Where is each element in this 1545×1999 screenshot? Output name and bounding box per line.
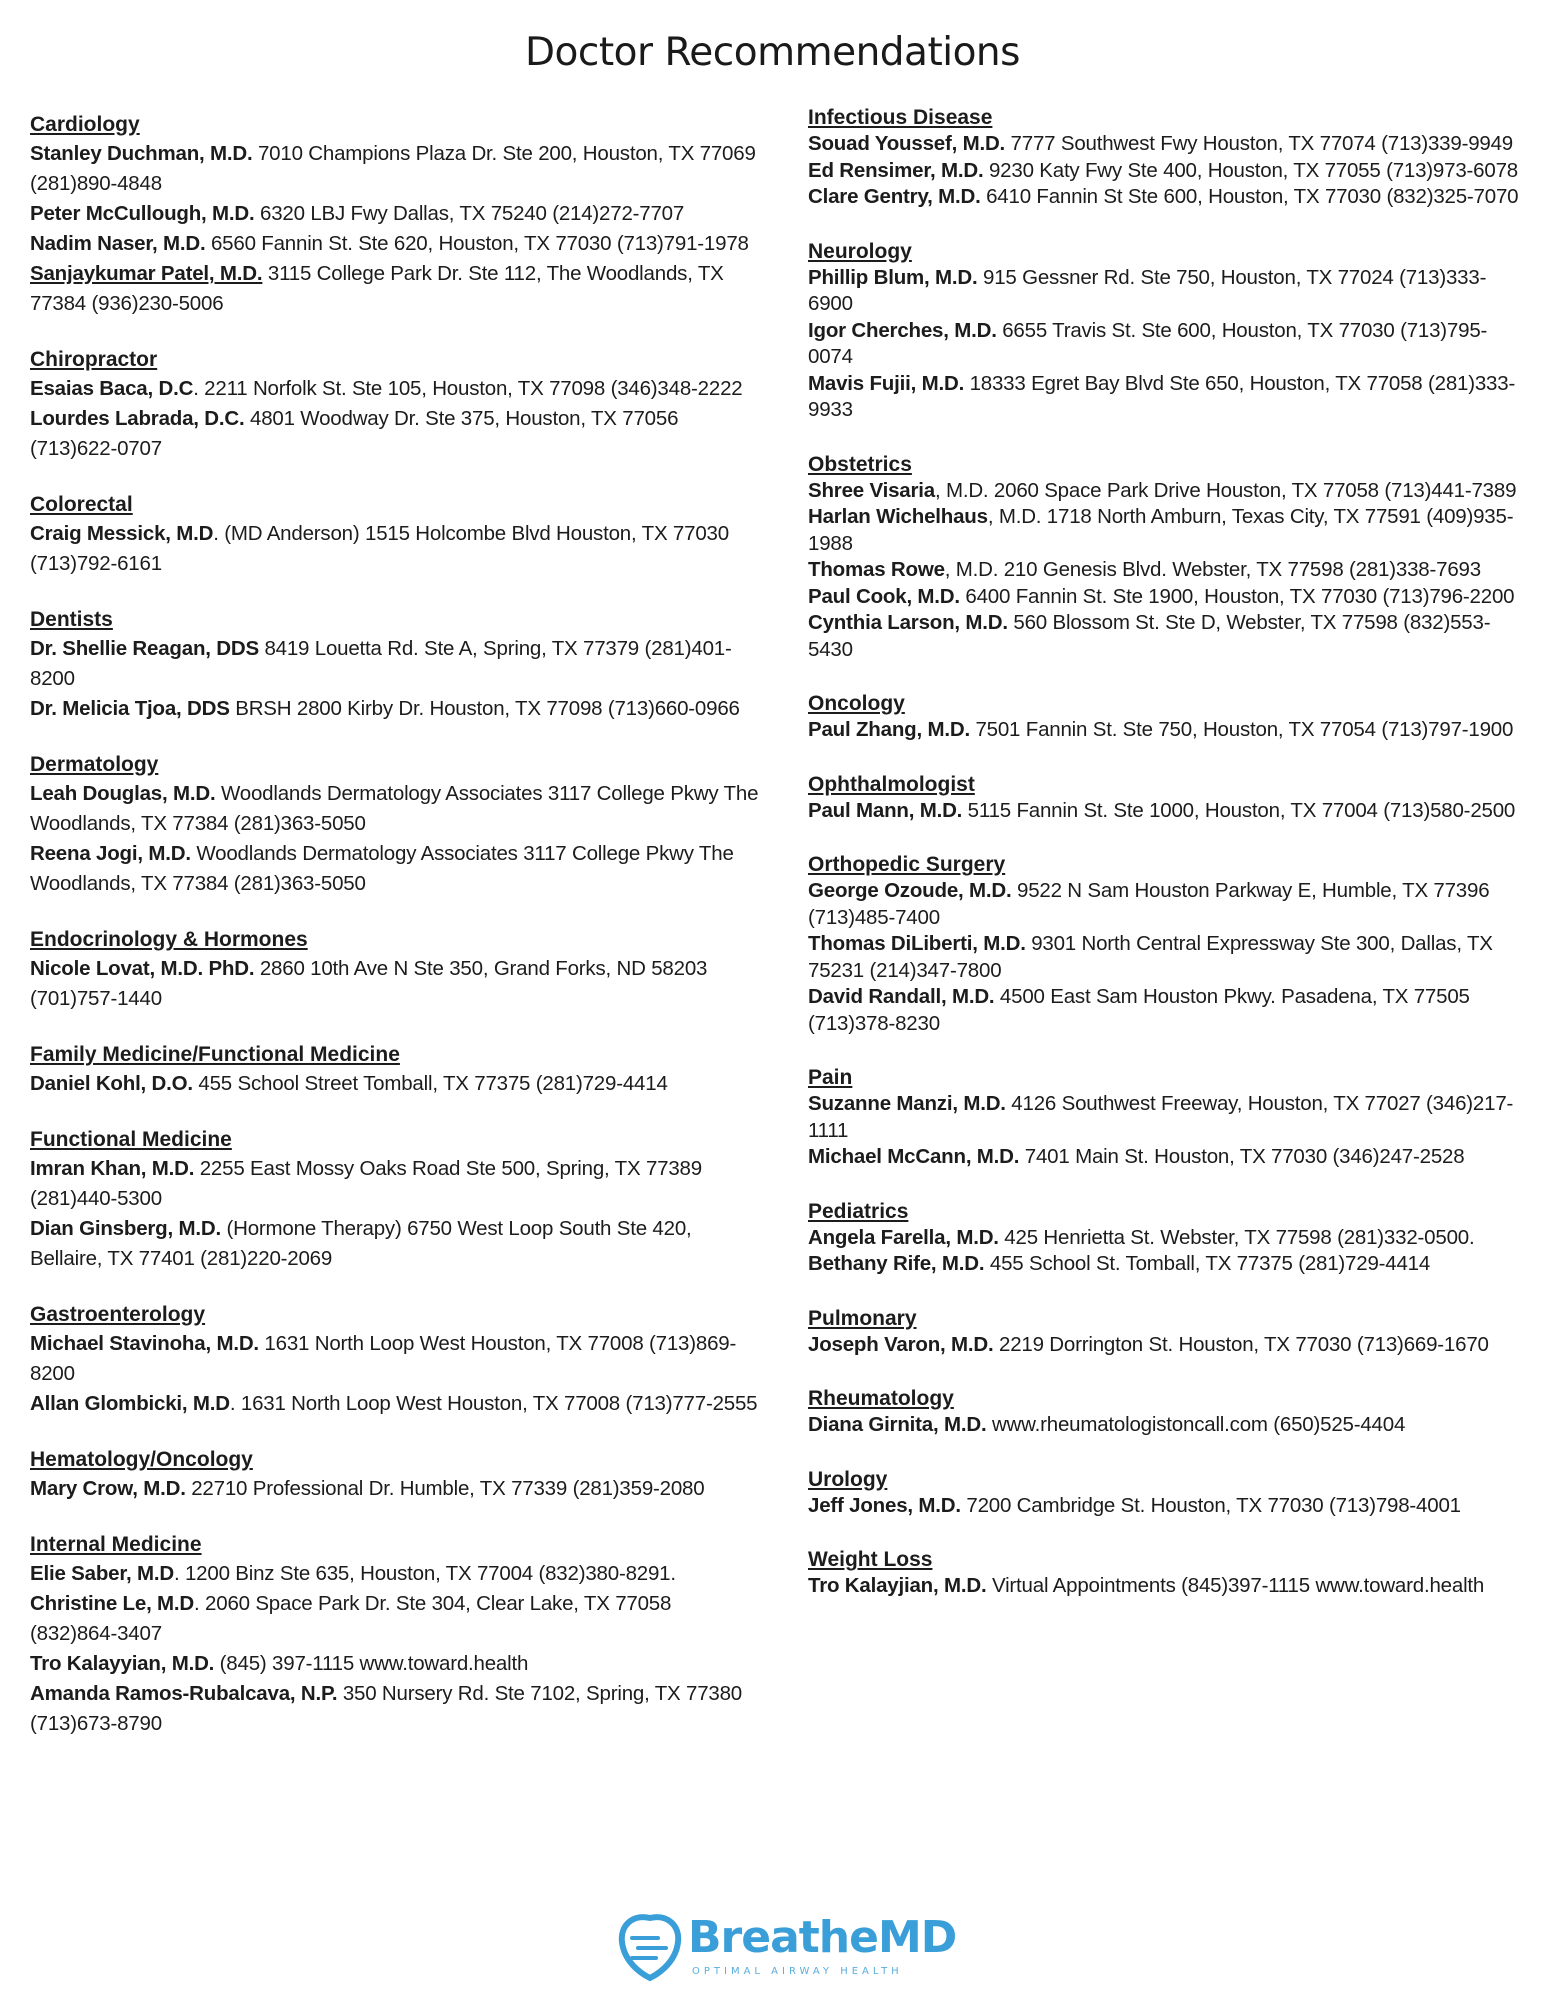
doctor-entry bbox=[808, 1225, 1528, 1252]
doctor-details: , M.D. 2060 Space Park Drive Houston, TX 77058 (713)441-7389 bbox=[934, 478, 1517, 502]
doctor-name: Lourdes Labrada, D.C. bbox=[30, 407, 245, 430]
page-title: Doctor Recommendations bbox=[525, 30, 1020, 75]
doctor-details: (845) 397-1115 www.toward.health bbox=[214, 1652, 529, 1675]
specialty-heading: Gastroenterology bbox=[30, 1303, 206, 1326]
doctor-details: . 2211 Norfolk St. Ste 105, Houston, TX 77098 (346)348-2222 bbox=[193, 377, 743, 400]
specialty-section bbox=[30, 605, 760, 724]
doctor-name: Tro Kalayjian, M.D. bbox=[808, 1574, 987, 1597]
doctor-entry bbox=[30, 1154, 760, 1214]
doctor-entry bbox=[808, 798, 1528, 825]
doctor-name: Imran Khan, M.D. bbox=[30, 1157, 195, 1180]
doctor-name: Michael McCann, M.D. bbox=[808, 1145, 1020, 1168]
right-column bbox=[808, 104, 1528, 1627]
doctor-entry bbox=[808, 318, 1528, 371]
doctor-entry bbox=[30, 839, 760, 899]
doctor-name: Michael Stavinoha, M.D. bbox=[30, 1332, 259, 1355]
doctor-details: 455 School Street Tomball, TX 77375 (281)729-4414 bbox=[192, 1072, 668, 1095]
doctor-details: 2860 10th Ave N Ste 350, Grand Forks, ND 58203 (701)757-1440 bbox=[30, 957, 708, 1010]
doctor-entry bbox=[30, 229, 760, 259]
breathemd-logo bbox=[612, 1908, 957, 1984]
doctor-entry bbox=[30, 1329, 760, 1389]
doctor-entry bbox=[30, 374, 760, 404]
doctor-entry bbox=[808, 1332, 1528, 1359]
doctor-name: Shree Visaria bbox=[808, 478, 935, 502]
specialty-heading: Oncology bbox=[808, 692, 905, 715]
doctor-entry bbox=[808, 131, 1528, 158]
doctor-details: 5115 Fannin St. Ste 1000, Houston, TX 77004 (713)580-2500 bbox=[962, 798, 1516, 822]
doctor-details: 9522 N Sam Houston Parkway E, Humble, TX 77396 (713)485-7400 bbox=[808, 879, 1490, 929]
doctor-details: 22710 Professional Dr. Humble, TX 77339 (281)359-2080 bbox=[185, 1477, 705, 1500]
doctor-name: Igor Cherches, M.D. bbox=[808, 318, 997, 342]
doctor-entry bbox=[30, 1069, 760, 1099]
doctor-entry bbox=[808, 584, 1528, 611]
doctor-details: 7010 Champions Plaza Dr. Ste 200, Houston, TX 77069 (281)890-4848 bbox=[30, 142, 756, 195]
doctor-details: . (MD Anderson) 1515 Holcombe Blvd Houston, TX 77030 (713)792-6161 bbox=[30, 522, 729, 575]
doctor-name: Leah Douglas, M.D. bbox=[30, 782, 216, 805]
specialty-heading: Chiropractor bbox=[30, 348, 158, 371]
specialty-heading: Weight Loss bbox=[808, 1548, 933, 1571]
doctor-name: Thomas DiLiberti, M.D. bbox=[808, 932, 1026, 955]
doctor-details: 9230 Katy Fwy Ste 400, Houston, TX 77055 (713)973-6078 bbox=[983, 158, 1518, 182]
doctor-name: Ed Rensimer, M.D. bbox=[808, 158, 984, 182]
doctor-name: Sanjaykumar Patel, M.D. bbox=[30, 262, 263, 285]
doctor-name: Amanda Ramos-Rubalcava, N.P. bbox=[30, 1682, 338, 1705]
doctor-name: Paul Zhang, M.D. bbox=[808, 718, 970, 741]
specialty-section bbox=[30, 1125, 760, 1274]
doctor-entry bbox=[808, 1412, 1528, 1439]
doctor-details: 2219 Dorrington St. Houston, TX 77030 (713)669-1670 bbox=[993, 1332, 1489, 1356]
doctor-name: Nadim Naser, M.D. bbox=[30, 232, 206, 255]
doctor-name: Diana Girnita, M.D. bbox=[808, 1413, 987, 1436]
doctor-entry bbox=[30, 1589, 760, 1649]
doctor-name: Esaias Baca, D.C bbox=[30, 377, 194, 400]
doctor-entry bbox=[30, 1389, 760, 1419]
doctor-entry bbox=[808, 478, 1528, 505]
specialty-heading: Pediatrics bbox=[808, 1199, 909, 1223]
doctor-entry bbox=[30, 1649, 760, 1679]
doctor-entry bbox=[30, 1559, 760, 1589]
logo-wordmark: BreatheMD bbox=[688, 1912, 957, 1963]
specialty-section bbox=[808, 690, 1528, 744]
doctor-entry bbox=[808, 1573, 1528, 1600]
specialty-section bbox=[808, 1546, 1528, 1600]
specialty-section bbox=[30, 345, 760, 464]
doctor-entry bbox=[808, 1251, 1528, 1278]
doctor-entry bbox=[808, 158, 1528, 185]
doctor-details: (Hormone Therapy) 6750 West Loop South Ste 420, Bellaire, TX 77401 (281)220-2069 bbox=[30, 1217, 692, 1270]
doctor-entry bbox=[808, 1091, 1528, 1144]
specialty-section bbox=[30, 925, 760, 1014]
doctor-name: Bethany Rife, M.D. bbox=[808, 1252, 985, 1275]
doctor-details: Virtual Appointments (845)397-1115 www.toward.health bbox=[986, 1574, 1485, 1597]
doctor-name: Phillip Blum, M.D. bbox=[808, 265, 978, 289]
doctor-details: 4801 Woodway Dr. Ste 375, Houston, TX 77056 (713)622-0707 bbox=[30, 407, 679, 460]
doctor-entry bbox=[30, 259, 760, 319]
doctor-entry bbox=[30, 954, 760, 1014]
specialty-heading: Functional Medicine bbox=[30, 1128, 232, 1151]
specialty-section bbox=[30, 750, 760, 899]
doctor-entry bbox=[808, 371, 1528, 424]
doctor-details: Woodlands Dermatology Associates 3117 College Pkwy The Woodlands, TX 77384 (281)363-5050 bbox=[30, 782, 759, 835]
doctor-entry bbox=[808, 1144, 1528, 1171]
doctor-details: 2255 East Mossy Oaks Road Ste 500, Spring, TX 77389 (281)440-5300 bbox=[30, 1157, 702, 1210]
doctor-details: www.rheumatologistoncall.com (650)525-4404 bbox=[986, 1413, 1406, 1436]
doctor-name: Souad Youssef, M.D. bbox=[808, 132, 1006, 155]
doctor-entry bbox=[30, 779, 760, 839]
doctor-name: Harlan Wichelhaus bbox=[808, 505, 988, 528]
doctor-name: Nicole Lovat, M.D. PhD. bbox=[30, 957, 255, 980]
doctor-entry bbox=[30, 1474, 760, 1504]
lungs-icon bbox=[612, 1908, 688, 1984]
specialty-heading: Infectious Disease bbox=[808, 106, 993, 129]
doctor-entry bbox=[808, 184, 1528, 211]
doctor-name: Craig Messick, M.D bbox=[30, 522, 214, 545]
doctor-name: Angela Farella, M.D. bbox=[808, 1225, 999, 1249]
specialty-heading: Ophthalmologist bbox=[808, 772, 975, 796]
specialty-section bbox=[30, 1040, 760, 1099]
specialty-section bbox=[808, 851, 1528, 1037]
doctor-details: 915 Gessner Rd. Ste 750, Houston, TX 77024 (713)333-6900 bbox=[808, 265, 1487, 315]
doctor-entry bbox=[808, 557, 1528, 584]
doctor-details: 7401 Main St. Houston, TX 77030 (346)247-2528 bbox=[1019, 1145, 1465, 1168]
specialty-heading: Dentists bbox=[30, 608, 113, 631]
doctor-name: Reena Jogi, M.D. bbox=[30, 842, 191, 865]
doctor-name: Suzanne Manzi, M.D. bbox=[808, 1092, 1006, 1115]
doctor-name: Dr. Shellie Reagan, DDS bbox=[30, 637, 259, 660]
doctor-name: Cynthia Larson, M.D. bbox=[808, 611, 1008, 634]
doctor-details: Woodlands Dermatology Associates 3117 College Pkwy The Woodlands, TX 77384 (281)363-5050 bbox=[30, 842, 734, 895]
specialty-section bbox=[30, 490, 760, 579]
doctor-entry bbox=[30, 1679, 760, 1739]
specialty-section bbox=[30, 1300, 760, 1419]
doctor-name: David Randall, M.D. bbox=[808, 985, 995, 1008]
doctor-name: Daniel Kohl, D.O. bbox=[30, 1072, 193, 1095]
doctor-name: Paul Cook, M.D. bbox=[808, 584, 960, 608]
doctor-entry bbox=[30, 634, 760, 694]
specialty-section bbox=[808, 1064, 1528, 1171]
doctor-details: 6560 Fannin St. Ste 620, Houston, TX 77030 (713)791-1978 bbox=[205, 232, 749, 255]
doctor-name: Elie Saber, M.D bbox=[30, 1562, 174, 1585]
doctor-details: . 1200 Binz Ste 635, Houston, TX 77004 (832)380-8291. bbox=[173, 1562, 676, 1585]
specialty-section bbox=[30, 1445, 760, 1504]
doctor-entry bbox=[30, 139, 760, 199]
doctor-name: Paul Mann, M.D. bbox=[808, 798, 963, 822]
doctor-details: . 1631 North Loop West Houston, TX 77008 (713)777-2555 bbox=[229, 1392, 758, 1415]
doctor-details: 560 Blossom St. Ste D, Webster, TX 77598 (832)553-5430 bbox=[808, 611, 1491, 661]
specialty-section bbox=[808, 104, 1528, 211]
doctor-details: . 2060 Space Park Dr. Ste 304, Clear Lake, TX 77058 (832)864-3407 bbox=[30, 1592, 672, 1645]
specialty-heading: Hematology/Oncology bbox=[30, 1448, 253, 1471]
doctor-entry bbox=[30, 404, 760, 464]
doctor-entry bbox=[30, 519, 760, 579]
specialty-section bbox=[30, 1530, 760, 1739]
specialty-heading: Family Medicine/Functional Medicine bbox=[30, 1043, 400, 1066]
doctor-details: 4126 Southwest Freeway, Houston, TX 77027 (346)217-1111 bbox=[808, 1092, 1514, 1142]
doctor-name: Mary Crow, M.D. bbox=[30, 1477, 186, 1500]
doctor-entry bbox=[30, 1214, 760, 1274]
doctor-entry bbox=[808, 931, 1528, 984]
doctor-details: BRSH 2800 Kirby Dr. Houston, TX 77098 (713)660-0966 bbox=[229, 697, 740, 720]
specialty-heading: Neurology bbox=[808, 239, 912, 263]
specialty-heading: Internal Medicine bbox=[30, 1533, 202, 1556]
specialty-heading: Obstetrics bbox=[808, 452, 912, 476]
specialty-heading: Pain bbox=[808, 1066, 853, 1089]
doctor-details: 7777 Southwest Fwy Houston, TX 77074 (713)339-9949 bbox=[1005, 132, 1514, 155]
doctor-details: 425 Henrietta St. Webster, TX 77598 (281)332-0500. bbox=[998, 1225, 1475, 1249]
doctor-name: Clare Gentry, M.D. bbox=[808, 185, 981, 208]
specialty-section bbox=[808, 771, 1528, 825]
doctor-name: Joseph Varon, M.D. bbox=[808, 1332, 994, 1356]
doctor-details: 8419 Louetta Rd. Ste A, Spring, TX 77379 (281)401-8200 bbox=[30, 637, 732, 690]
specialty-heading: Pulmonary bbox=[808, 1306, 917, 1330]
specialty-section bbox=[30, 110, 760, 319]
doctor-details: 6410 Fannin St Ste 600, Houston, TX 77030 (832)325-7070 bbox=[980, 185, 1519, 208]
doctor-entry bbox=[808, 504, 1528, 557]
specialty-section bbox=[808, 1305, 1528, 1359]
doctor-entry bbox=[808, 1493, 1528, 1520]
doctor-entry bbox=[808, 878, 1528, 931]
doctor-name: Stanley Duchman, M.D. bbox=[30, 142, 253, 165]
doctor-name: Dian Ginsberg, M.D. bbox=[30, 1217, 221, 1240]
doctor-name: Mavis Fujii, M.D. bbox=[808, 371, 965, 395]
specialty-heading: Urology bbox=[808, 1467, 888, 1491]
specialty-section bbox=[808, 1198, 1528, 1278]
doctor-details: 4500 East Sam Houston Pkwy. Pasadena, TX 77505 (713)378-8230 bbox=[808, 985, 1470, 1035]
doctor-details: , M.D. 210 Genesis Blvd. Webster, TX 77598 (281)338-7693 bbox=[944, 558, 1481, 581]
specialty-section bbox=[808, 451, 1528, 664]
specialty-heading: Endocrinology & Hormones bbox=[30, 928, 308, 951]
specialty-heading: Rheumatology bbox=[808, 1387, 954, 1410]
doctor-entry bbox=[808, 265, 1528, 318]
doctor-details: 3115 College Park Dr. Ste 112, The Woodlands, TX 77384 (936)230-5006 bbox=[30, 262, 724, 315]
doctor-name: Tro Kalayyian, M.D. bbox=[30, 1652, 215, 1675]
doctor-entry bbox=[808, 984, 1528, 1037]
doctor-entry bbox=[30, 694, 760, 724]
left-column bbox=[30, 110, 760, 1765]
specialty-section bbox=[808, 1466, 1528, 1520]
doctor-name: George Ozoude, M.D. bbox=[808, 879, 1012, 902]
specialty-section bbox=[808, 238, 1528, 424]
doctor-details: 18333 Egret Bay Blvd Ste 650, Houston, TX 77058 (281)333-9933 bbox=[808, 371, 1516, 421]
doctor-name: Thomas Rowe bbox=[808, 558, 945, 581]
doctor-name: Peter McCullough, M.D. bbox=[30, 202, 255, 225]
doctor-details: 1631 North Loop West Houston, TX 77008 (713)869-8200 bbox=[30, 1332, 737, 1385]
doctor-name: Jeff Jones, M.D. bbox=[808, 1493, 961, 1517]
specialty-heading: Colorectal bbox=[30, 493, 133, 516]
doctor-details: 6655 Travis St. Ste 600, Houston, TX 77030 (713)795-0074 bbox=[808, 318, 1488, 368]
specialty-section bbox=[808, 1385, 1528, 1439]
doctor-details: 455 School St. Tomball, TX 77375 (281)729-4414 bbox=[984, 1252, 1431, 1275]
doctor-details: 6320 LBJ Fwy Dallas, TX 75240 (214)272-7707 bbox=[254, 202, 685, 225]
specialty-heading: Orthopedic Surgery bbox=[808, 853, 1006, 876]
doctor-details: 7200 Cambridge St. Houston, TX 77030 (713)798-4001 bbox=[960, 1493, 1461, 1517]
doctor-entry bbox=[808, 610, 1528, 663]
doctor-name: Dr. Melicia Tjoa, DDS bbox=[30, 697, 230, 720]
doctor-details: , M.D. 1718 North Amburn, Texas City, TX 77591 (409)935-1988 bbox=[808, 505, 1514, 555]
specialty-heading: Dermatology bbox=[30, 753, 159, 776]
specialty-heading: Cardiology bbox=[30, 113, 140, 136]
doctor-name: Allan Glombicki, M.D bbox=[30, 1392, 230, 1415]
doctor-entry bbox=[808, 717, 1528, 744]
doctor-details: 7501 Fannin St. Ste 750, Houston, TX 77054 (713)797-1900 bbox=[969, 718, 1514, 741]
doctor-details: 6400 Fannin St. Ste 1900, Houston, TX 77030 (713)796-2200 bbox=[959, 584, 1515, 608]
doctor-name: Christine Le, M.D bbox=[30, 1592, 195, 1615]
doctor-details: 350 Nursery Rd. Ste 7102, Spring, TX 77380 (713)673-8790 bbox=[30, 1682, 743, 1735]
doctor-details: 9301 North Central Expressway Ste 300, Dallas, TX 75231 (214)347-7800 bbox=[808, 932, 1493, 982]
doctor-entry bbox=[30, 199, 760, 229]
logo-tagline: OPTIMAL AIRWAY HEALTH bbox=[692, 1966, 903, 1977]
